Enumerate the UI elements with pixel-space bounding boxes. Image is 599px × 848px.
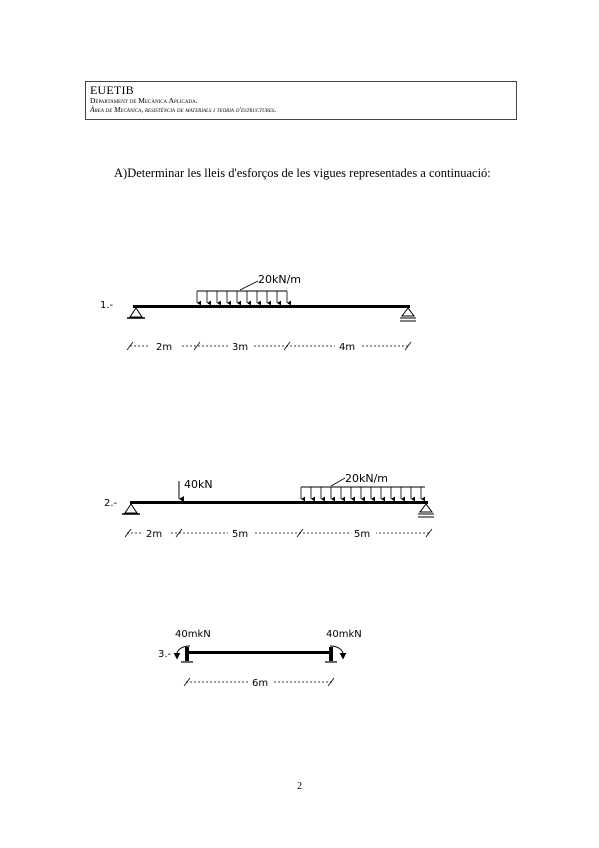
roller-support-right-1: [400, 308, 416, 321]
pin-support-left-2: [122, 504, 140, 514]
page-number: 2: [297, 781, 302, 792]
dimension-label-2a: 2m: [146, 529, 163, 540]
beam-figure-2: [104, 472, 434, 540]
dimension-label-1a: 2m: [156, 342, 173, 353]
moment-right-label-3: 40mkN: [326, 629, 362, 640]
support-right-3: [325, 647, 337, 662]
beam-figure-1: [100, 273, 416, 353]
distributed-load-label-1: 20kN/m: [258, 273, 302, 286]
roller-support-right-2: [418, 504, 434, 517]
beam-1: [133, 305, 410, 308]
exercise-instruction: A)Determinar les lleis d'esforços de les vigues representades a continuació:: [114, 166, 491, 180]
pin-support-left-1: [127, 308, 145, 318]
figure-3-label: 3.-: [158, 649, 172, 660]
dimension-label-1b: 3m: [232, 342, 249, 353]
point-load-label-2: 40kN: [184, 478, 213, 491]
header-area: Àrea de Mecànica, resistència de materials i teoria d'estructures.: [90, 105, 277, 114]
dimension-line-2: [125, 529, 432, 537]
beam-3: [188, 651, 330, 654]
beam-2: [130, 501, 428, 504]
header-title: EUETIB: [90, 83, 134, 97]
distributed-load-label-2: 20kN/m: [345, 472, 389, 485]
support-left-3: [181, 647, 193, 662]
dimension-label-2c: 5m: [354, 529, 371, 540]
dimension-label-3a: 6m: [252, 678, 269, 689]
dimension-label-2b: 5m: [232, 529, 249, 540]
figure-1-label: 1.-: [100, 300, 114, 311]
dimension-label-1c: 4m: [339, 342, 356, 353]
beam-figure-3: [158, 629, 362, 689]
header-department: Departament de Mecànica Aplicada.: [90, 96, 198, 105]
moment-left-label-3: 40mkN: [175, 629, 211, 640]
figure-2-label: 2.-: [104, 498, 118, 509]
